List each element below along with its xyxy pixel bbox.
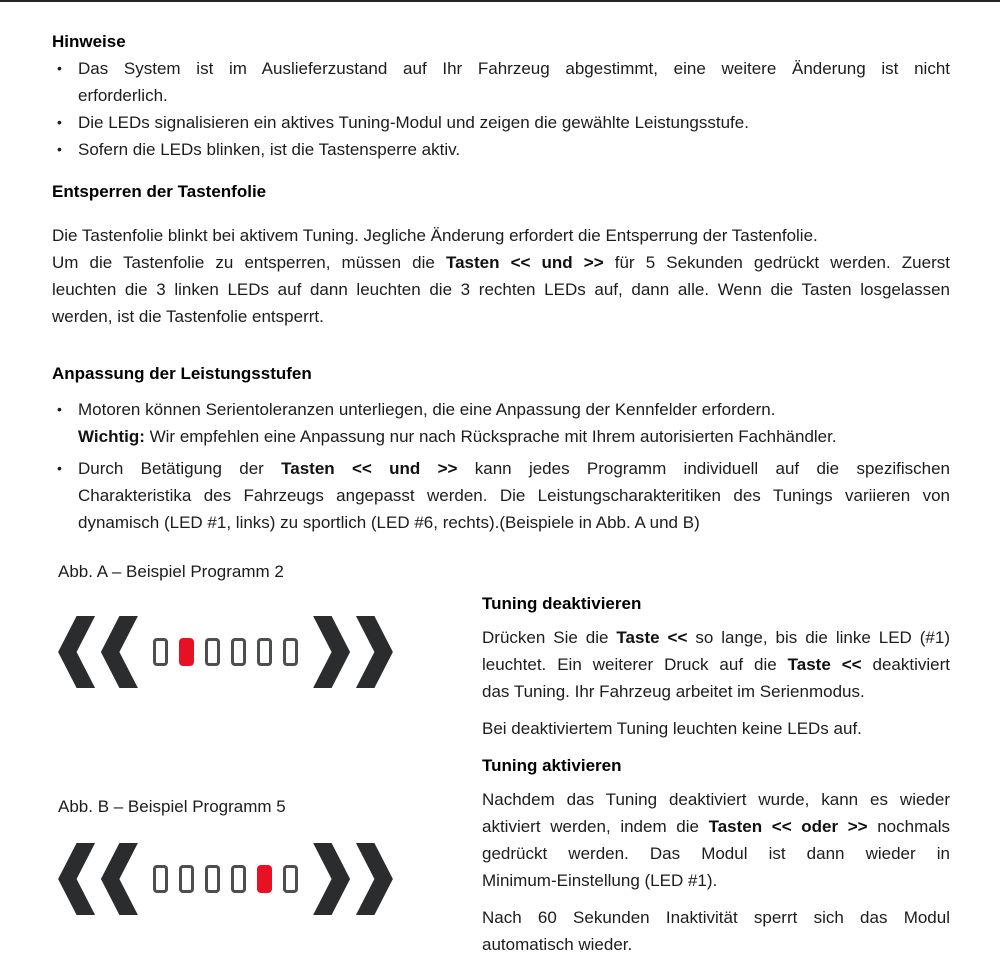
- text-run: Die Tastenfolie blinkt bei aktivem Tuning. Jegliche Änderung erfordert die Entsperrung der Tastenfolie.: [52, 226, 818, 245]
- text-run: Nachdem das Tuning deaktiviert wurde, kann es wieder: [482, 790, 950, 809]
- text-line: [78, 136, 950, 163]
- entsperren-paragraph: [52, 222, 950, 330]
- text-run: Die LEDs signalisieren ein aktives Tuning-Modul und zeigen die gewählte Leistungsstufe.: [78, 113, 749, 132]
- bold-run: Tasten << und >>: [281, 459, 458, 478]
- text-run: deaktiviert: [861, 655, 950, 674]
- led-row: [153, 865, 298, 893]
- text-run: werden, ist die Tastenfolie entsperrt.: [52, 307, 324, 326]
- hinweise-list: [52, 55, 950, 163]
- text-line: [78, 482, 950, 509]
- text-run: Nach 60 Sekunden Inaktivität sperrt sich das Modul: [482, 908, 950, 927]
- text-run: Motoren können Serientoleranzen unterliegen, die eine Anpassung der Kennfelder erfordern.: [78, 400, 776, 419]
- text-line: [78, 82, 950, 109]
- text-line: [482, 813, 950, 840]
- led-row: [153, 638, 298, 666]
- text-line: [482, 867, 950, 894]
- led-4: [231, 638, 246, 666]
- figure-a-caption: Abb. A – Beispiel Programm 2: [58, 562, 284, 581]
- deaktivieren-paragraph: [482, 624, 950, 705]
- text-run: kann jedes Programm individuell auf die spezifischen: [457, 459, 950, 478]
- double-chevron-right-icon: [313, 843, 393, 915]
- led-2-active: [179, 638, 194, 666]
- text-run: aktiviert werden, indem die: [482, 817, 709, 836]
- text-line: [482, 651, 950, 678]
- text-line: [482, 624, 950, 651]
- text-line: [78, 55, 950, 82]
- text-run: gedrückt werden. Das Modul ist dann wieder in: [482, 844, 950, 863]
- heading-tuning-aktivieren: Tuning aktivieren: [482, 756, 622, 775]
- text-run: Bei deaktiviertem Tuning leuchten keine LEDs auf.: [482, 719, 862, 738]
- bold-run: Tasten << und >>: [445, 253, 604, 272]
- section-heading-hinweise: Hinweise: [52, 32, 126, 51]
- text-run: nochmals: [867, 817, 950, 836]
- deaktivieren-note: [482, 715, 950, 742]
- figures-and-instructions-section: [52, 558, 950, 975]
- text-line: [52, 249, 950, 276]
- text-run: Durch Betätigung der: [78, 459, 282, 478]
- text-line: [52, 303, 950, 330]
- led-6: [283, 865, 298, 893]
- text-run: leuchten die 3 linken LEDs auf dann leuchten die 3 rechten LEDs auf, dann alle. Wenn die Tasten losgelassen: [52, 280, 950, 299]
- led-2: [179, 865, 194, 893]
- text-run: das Tuning. Ihr Fahrzeug arbeitet im Serienmodus.: [482, 682, 865, 701]
- text-run: Charakteristika des Fahrzeugs angepasst werden. Die Leistungscharakteritiken des Tunings variieren von: [78, 486, 950, 505]
- text-line: [482, 678, 950, 705]
- text-line: [482, 715, 950, 742]
- text-line: [52, 276, 950, 303]
- text-run: so lange, bis die linke LED (#1): [687, 628, 950, 647]
- bold-run: Tasten << oder >>: [708, 817, 868, 836]
- text-line: [52, 222, 950, 249]
- led-5: [257, 638, 272, 666]
- led-6: [283, 638, 298, 666]
- text-run: Um die Tastenfolie zu entsperren, müssen die: [52, 253, 446, 272]
- bullet-item: [52, 55, 950, 109]
- text-line: [78, 396, 950, 423]
- right-column: [482, 590, 950, 968]
- text-run: Sofern die LEDs blinken, ist die Tastensperre aktiv.: [78, 140, 461, 159]
- page-top-border: [0, 0, 1000, 2]
- text-line: [482, 931, 950, 958]
- section-heading-anpassung: Anpassung der Leistungsstufen: [52, 364, 312, 383]
- led-3: [205, 638, 220, 666]
- section-heading-entsperren: Entsperren der Tastenfolie: [52, 182, 267, 201]
- text-line: [78, 423, 950, 450]
- text-line: [78, 455, 950, 482]
- text-run: Wir empfehlen eine Anpassung nur nach Rücksprache mit Ihrem autorisierten Fachhändler.: [144, 427, 837, 446]
- double-chevron-left-icon: [58, 843, 138, 915]
- bold-run: Taste <<: [616, 628, 688, 647]
- heading-tuning-deaktivieren: Tuning deaktivieren: [482, 594, 642, 613]
- figure-b-keypad: [58, 843, 393, 915]
- text-run: automatisch wieder.: [482, 935, 633, 954]
- led-4: [231, 865, 246, 893]
- double-chevron-left-icon: [58, 616, 138, 688]
- bullet-item: [52, 396, 950, 450]
- text-run: für 5 Sekunden gedrückt werden. Zuerst: [603, 253, 950, 272]
- led-3: [205, 865, 220, 893]
- text-line: [78, 109, 950, 136]
- aktivieren-paragraph: [482, 786, 950, 894]
- aktivieren-note: [482, 904, 950, 958]
- bullet-item: [52, 109, 950, 136]
- led-1: [153, 865, 168, 893]
- text-run: Das System ist im Auslieferzustand auf Ihr Fahrzeug abgestimmt, eine weitere Änderung ist nicht: [78, 59, 950, 78]
- text-run: Minimum-Einstellung (LED #1).: [482, 871, 718, 890]
- bullet-item: [52, 136, 950, 163]
- text-run: dynamisch (LED #1, links) zu sportlich (LED #6, rechts).(Beispiele in Abb. A und B): [78, 513, 700, 532]
- bold-run: Taste <<: [787, 655, 862, 674]
- text-run: leuchtet. Ein weiterer Druck auf die: [482, 655, 788, 674]
- bullet-item: [52, 455, 950, 536]
- figure-a-keypad: [58, 616, 393, 688]
- double-chevron-right-icon: [313, 616, 393, 688]
- text-run: Drücken Sie die: [482, 628, 617, 647]
- figure-b-caption: Abb. B – Beispiel Programm 5: [58, 797, 286, 816]
- bold-run: Wichtig:: [78, 427, 145, 446]
- led-5-active: [257, 865, 272, 893]
- anpassung-list: [52, 396, 950, 536]
- text-run: erforderlich.: [78, 86, 168, 105]
- text-line: [482, 904, 950, 931]
- text-line: [482, 840, 950, 867]
- text-line: [482, 786, 950, 813]
- led-1: [153, 638, 168, 666]
- text-line: [78, 509, 950, 536]
